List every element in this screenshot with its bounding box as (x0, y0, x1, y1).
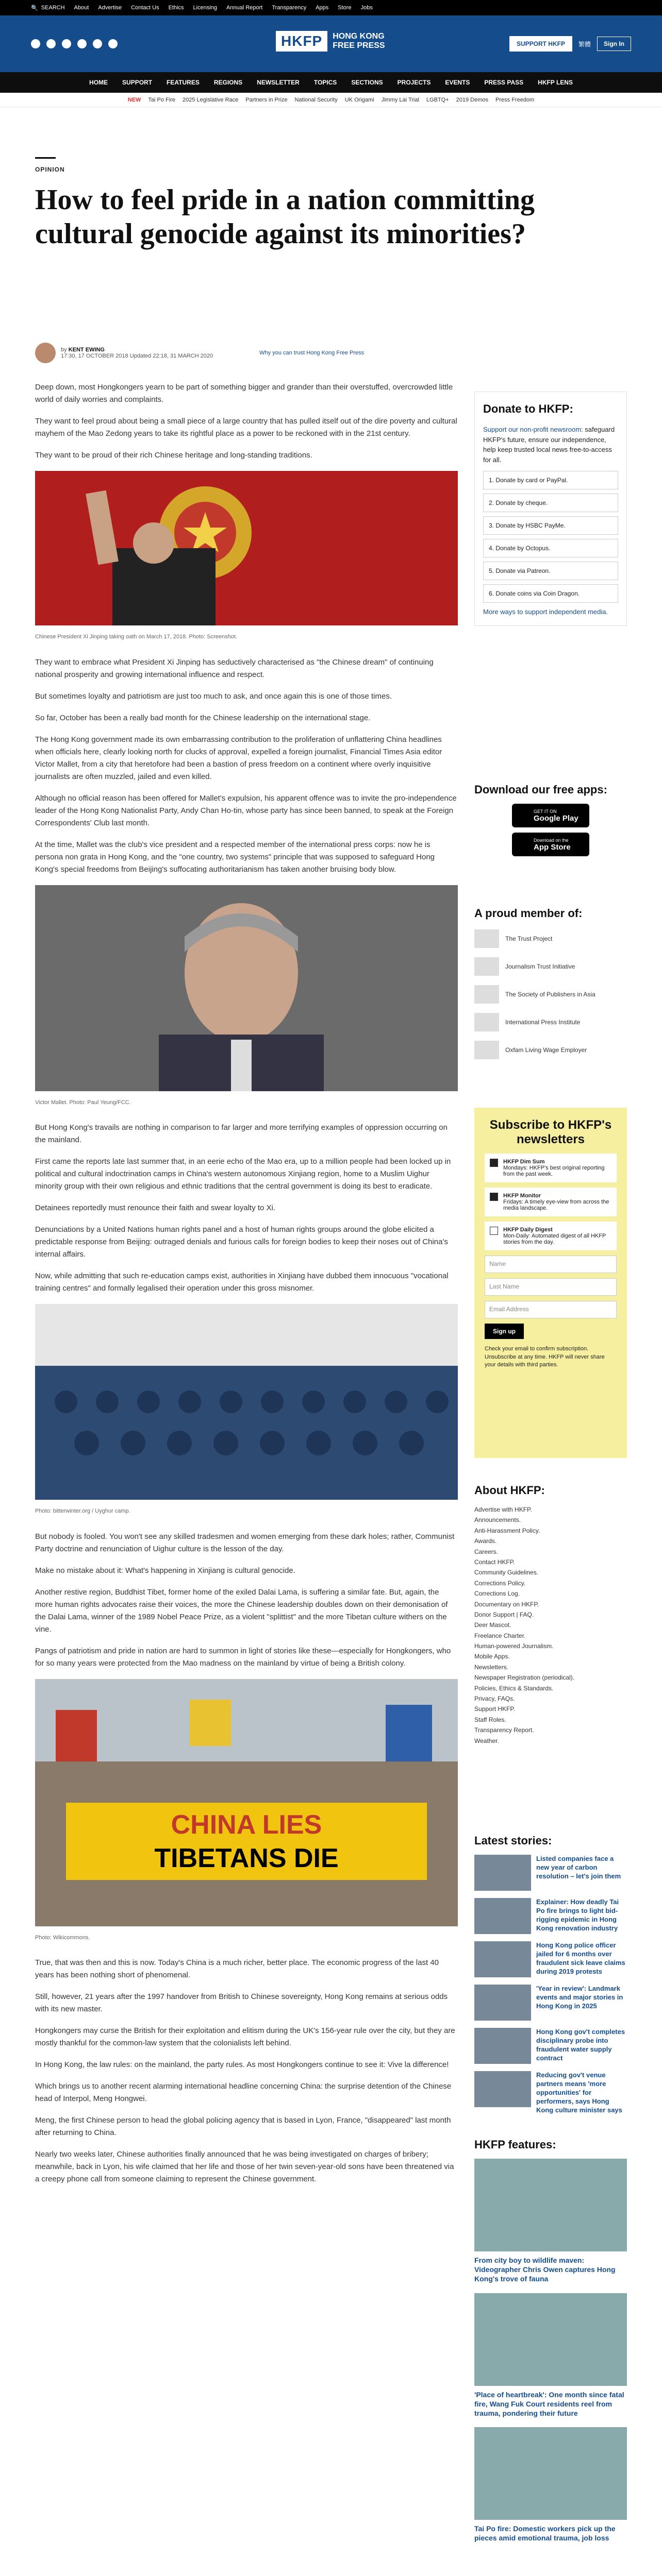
paragraph: Pangs of patriotism and pride in nation are hard to summon in light of stories like these—especially for Hongkongers, who for so many years were protected from the Mao madness on the mainland by virtue of being a British colony. (35, 1646, 451, 1668)
member-logo[interactable]: Oxfam Living Wage Employer (474, 1041, 627, 1059)
latest-story[interactable]: Hong Kong police officer jailed for 6 months over fraudulent sick leave claims during 2019 protests (474, 1941, 627, 1977)
story-thumbnail (474, 2071, 531, 2107)
author-name[interactable]: KENT EWING (68, 347, 105, 353)
story-thumbnail (474, 1985, 531, 2021)
ipi-icon (474, 1013, 499, 1031)
sidebar-features (474, 2138, 627, 2552)
sidebar-about (474, 1484, 627, 1746)
about-link[interactable]: Staff Roles. (474, 1716, 506, 1723)
feature-title[interactable]: Tai Po fire: Domestic workers pick up the pieces amid emotional trauma, job loss (474, 2524, 616, 2543)
member-logo[interactable]: International Press Institute (474, 1013, 627, 1031)
donate-option[interactable]: 4. Donate by Octopus. (483, 539, 618, 557)
newsletter-option[interactable]: HKFP Dim Sum Mondays: HKFP's best original reporting from the past week. (485, 1154, 617, 1182)
topbar-link-transparency[interactable]: Transparency (272, 5, 307, 11)
name-field[interactable]: Name (485, 1256, 617, 1273)
trending-link[interactable]: Partners in Prize (245, 96, 288, 103)
latest-story[interactable]: 'Year in review': Landmark events and major stories in Hong Kong in 2025 (474, 1985, 627, 2021)
feature-title[interactable]: From city boy to wildlife maven: Videographer Chris Owen captures Hong Kong's trove of fauna (474, 2256, 616, 2283)
telegram-icon[interactable] (93, 39, 102, 48)
donate-option[interactable]: 2. Donate by cheque. (483, 494, 618, 512)
xi-jinping-photo (35, 471, 458, 625)
paragraph: They want to feel proud about being a small piece of a large country that has pulled itself out of the dire poverty and cultural mayhem of the Mao Zedong years to take its rightful place as a power to be reckoned with in the 21st century. (35, 417, 457, 438)
trending-link[interactable]: National Security (294, 96, 338, 103)
story-thumbnail (474, 1898, 531, 1934)
topbar-link-about[interactable]: About (74, 5, 89, 11)
main-nav (0, 72, 662, 93)
about-link[interactable]: Newspaper Registration (periodical). (474, 1674, 575, 1682)
paragraph: Now, while admitting that such re-education camps exist, authorities in Xinjiang have dubbed them innocuous "vocational training centres" and formally legalised their operation under this gross misnomer. (35, 1272, 449, 1293)
photo-caption: Photo: bitterwinter.org / Uyghur camp. (35, 1508, 130, 1515)
donate-option[interactable]: 5. Donate via Patreon. (483, 562, 618, 580)
trending-link[interactable]: Jimmy Lai Trial (381, 96, 419, 103)
paragraph: True, that was then and this is now. Today's China is a much richer, better place. The economic progress of the last 40 years has been nothing short of phenomenal. (35, 1958, 439, 1980)
about-link[interactable]: Mobile Apps. (474, 1653, 510, 1660)
paragraph: But Hong Kong's travails are nothing in comparison to far larger and more terrifying examples of oppression occurring on the mainland. (35, 1123, 448, 1145)
story-thumbnail (474, 2028, 531, 2064)
search-icon: 🔍 (31, 5, 38, 11)
story-thumbnail (474, 1941, 531, 1977)
topbar-link-advertise[interactable]: Advertise (98, 5, 122, 11)
topbar-link-store[interactable]: Store (338, 5, 352, 11)
victor-mallet-photo (35, 885, 458, 1091)
nav-newsletter[interactable]: NEWSLETTER (257, 79, 300, 86)
paragraph: First came the reports late last summer that, in an eerie echo of the Mao era, up to a million people had been locked up in political and cultural indoctrination camps in China's western autonomous Xinjiang region, home to a Muslim Uighur minority group with their own religious and ethnic traditions that the central government is doing its best to eradicate. (35, 1157, 451, 1191)
oxfam-icon (474, 1041, 499, 1059)
paragraph: Which brings us to another recent alarming international headline concerning China: the surprise detention of the Chinese head of Interpol, Meng Hongwei. (35, 2082, 452, 2104)
nav-projects[interactable]: PROJECTS (397, 79, 431, 86)
article-photo-tibet (35, 1679, 458, 1943)
about-link[interactable]: Awards. (474, 1537, 497, 1545)
paragraph: At the time, Mallet was the club's vice president and a respected member of the international press corps: now he is persona non grata in Hong Kong, and the "one country, two systems" principle that was supposed to safeguard Hong Kong's special freedoms from Beijing's suffocating authoritarianism has taken another bruising body blow. (35, 840, 435, 874)
about-link[interactable]: Anti-Harassment Policy. (474, 1527, 540, 1534)
sopa-icon (474, 985, 499, 1004)
about-link[interactable]: Announcements. (474, 1516, 521, 1524)
sidebar-apps (474, 783, 627, 861)
about-link[interactable]: Documentary on HKFP. (474, 1600, 539, 1608)
nav-support[interactable]: SUPPORT (122, 79, 153, 86)
nav-home[interactable]: HOME (89, 79, 108, 86)
about-link[interactable]: Transparency Report. (474, 1726, 534, 1734)
newsletter-option[interactable]: HKFP Daily Digest Mon-Daily: Automated digest of all HKFP stories from the day. (485, 1222, 617, 1250)
about-link[interactable]: Deer Mascot. (474, 1621, 511, 1629)
email-field[interactable]: Email Address (485, 1301, 617, 1318)
checkbox-checked[interactable] (490, 1159, 498, 1167)
logo-line-1: HONG KONG (333, 32, 385, 41)
nav-sections[interactable]: SECTIONS (351, 79, 383, 86)
nav-hkfp-lens[interactable]: HKFP LENS (538, 79, 573, 86)
sidebar-latest (474, 1834, 627, 2122)
paragraph: They want to embrace what President Xi Jinping has seductively characterised as "the Chinese dream" of continuing national prosperity and growing international influence and respect. (35, 657, 434, 679)
topbar-link-licensing[interactable]: Licensing (193, 5, 218, 11)
paragraph: So far, October has been a really bad month for the Chinese leadership on the international stage. (35, 713, 371, 722)
about-link[interactable]: Human-powered Journalism. (474, 1642, 554, 1650)
paragraph: Deep down, most Hongkongers yearn to be part of something bigger and grander than their overstuffed, overcrowded little world of daily worries and complaints. (35, 383, 453, 404)
sidebar-donate (474, 392, 627, 626)
trending-link[interactable]: Press Freedom (495, 96, 535, 103)
about-link[interactable]: Corrections Log. (474, 1590, 520, 1598)
nav-regions[interactable]: REGIONS (213, 79, 243, 86)
trending-link[interactable]: 2019 Demos (456, 96, 489, 103)
paragraph: In Hong Kong, the law rules: on the mainland, the party rules. As most Hongkongers continue to see it: Vive la difference! (35, 2060, 449, 2070)
last-name-field[interactable]: Last Name (485, 1278, 617, 1296)
section-rule (35, 157, 56, 159)
topbar-link-ethics[interactable]: Ethics (168, 5, 184, 11)
app-store-badge[interactable]: Download on the App Store (512, 833, 589, 856)
twitter-icon[interactable] (46, 39, 56, 48)
newsletter-note: Check your email to confirm subscription. Unsubscribe at any time. HKFP will never share your details with third parties. (485, 1346, 605, 1368)
paragraph: But sometimes loyalty and patriotism are just too much to ask, and once again this is one of those times. (35, 691, 392, 701)
newsletter-option[interactable]: HKFP Monitor Fridays: A timely eye-view from across the media landscape. (485, 1188, 617, 1216)
donate-options (483, 471, 618, 603)
about-link[interactable]: Freelance Charter. (474, 1632, 526, 1639)
search-link[interactable]: 🔍 SEARCH (31, 5, 65, 11)
about-links (474, 1504, 627, 1746)
google-play-badge[interactable]: GET IT ON Google Play (512, 804, 589, 827)
topbar-link-jobs[interactable]: Jobs (360, 5, 373, 11)
signin-button[interactable]: Sign In (597, 37, 631, 51)
newsletter-title: Subscribe to HKFP's newsletters (489, 1118, 612, 1146)
tibet-protest-photo (35, 1679, 458, 1926)
features-title: HKFP features: (474, 2138, 556, 2151)
latest-story[interactable]: Explainer: How deadly Tai Po fire brings to light bid-rigging epidemic in Hong Kong renovation industry (474, 1898, 627, 1934)
utility-bar (0, 0, 662, 15)
trending-link[interactable]: Tai Po Fire (148, 96, 176, 103)
logo-mark: HKFP (276, 31, 327, 52)
article-photo-mallet (35, 885, 458, 1108)
logo-line-2: FREE PRESS (333, 41, 385, 50)
author-avatar (35, 343, 56, 363)
instagram-icon[interactable] (62, 39, 71, 48)
donate-more-link[interactable]: More ways to support independent media. (483, 608, 608, 616)
latest-story[interactable]: Hong Kong gov't completes disciplinary probe into fraudulent water supply contract (474, 2028, 627, 2064)
about-link[interactable]: Policies, Ethics & Standards. (474, 1684, 554, 1692)
banner-text: CHINA LIES (171, 1809, 322, 1840)
latest-title: Latest stories: (474, 1834, 552, 1847)
about-link[interactable]: Support HKFP. (474, 1705, 516, 1713)
new-badge: NEW (127, 96, 141, 103)
donate-box: Donate to HKFP: Support our non-profit newsroom: safeguard HKFP's future, ensure our independence, help keep trusted local news free-to-access for all. 1. Donate by card or PayPal. 2. Donate by cheque. 3. Donate by HSBC PayMe. 4. Donate by Octopus. 5. Donate via Patreon. 6. Donate coins via Coin Dragon. More ways to support independent media. (474, 392, 627, 626)
support-button[interactable]: SUPPORT HKFP (509, 36, 572, 52)
paragraph: They want to be proud of their rich Chinese heritage and long-standing traditions. (35, 451, 312, 460)
about-link[interactable]: Newsletters. (474, 1663, 509, 1671)
about-link[interactable]: Donor Support | FAQ. (474, 1611, 534, 1618)
member-logo[interactable]: The Society of Publishers in Asia (474, 985, 627, 1004)
nav-events[interactable]: EVENTS (445, 79, 470, 86)
trust-project-icon (474, 929, 499, 948)
donate-option[interactable]: 6. Donate coins via Coin Dragon. (483, 584, 618, 603)
social-links (31, 39, 118, 48)
latest-story[interactable]: Listed companies face a new year of carbon resolution – let's join them (474, 1855, 627, 1891)
checkbox-checked[interactable] (490, 1193, 498, 1201)
member-logo[interactable]: Journalism Trust Initiative (474, 957, 627, 976)
paragraph: Meng, the first Chinese person to head the global policing agency that is based in Lyon, France, "disappeared" last month after returning to China. (35, 2116, 451, 2138)
photo-caption: Photo: Wikicommons. (35, 1934, 90, 1941)
story-thumbnail (474, 1855, 531, 1891)
byline: by KENT EWING 17:30, 17 OCTOBER 2018 Updated 22:18, 31 MARCH 2020 Why you can trust Hong Kong Free Press (35, 343, 364, 363)
trending-link[interactable]: LGBTQ+ (426, 96, 449, 103)
article-dates: 17:30, 17 OCTOBER 2018 Updated 22:18, 31 MARCH 2020 (61, 353, 213, 359)
donate-option[interactable]: 3. Donate by HSBC PayMe. (483, 516, 618, 535)
paragraph: Nearly two weeks later, Chinese authorities finally announced that he was being investigated on charges of bribery; meanwhile, back in Lyon, his wife claimed that her life and those of her twin seven-year-old sons have been threatened via a creepy phone call from someone claiming to represent the Chinese government. (35, 2150, 454, 2184)
paragraph: Still, however, 21 years after the 1997 handover from British to Chinese sovereignty, Hong Kong remains at serious odds with its new master. (35, 1992, 448, 2014)
sidebar-members (474, 907, 627, 1069)
latest-story[interactable]: Reducing gov't venue partners means 'more opportunities' for performers, says Hong Kong culture minister says (474, 2071, 627, 2114)
feature-image[interactable] (474, 2159, 627, 2251)
article-headline: How to feel pride in a nation committing cultural genocide against its minorities? (35, 184, 535, 250)
youtube-icon[interactable] (77, 39, 87, 48)
photo-caption: Victor Mallet. Photo: Paul Yeung/FCC. (35, 1099, 131, 1106)
article-photo-camp (35, 1304, 458, 1516)
xinjiang-camp-photo (35, 1304, 458, 1500)
about-link[interactable]: Privacy, FAQs. (474, 1695, 515, 1703)
member-logo[interactable]: The Trust Project (474, 929, 627, 948)
paragraph: Make no mistake about it: What's happening in Xinjiang is cultural genocide. (35, 1566, 295, 1575)
paragraph: Although no official reason has been offered for Mallet's expulsion, his apparent offence was to invite the pro-independence leader of the Hong Kong Nationalist Party, Andy Chan Ho-tin, whose party has since been banned, to speak at the Foreign Correspondents' Club last month. (35, 793, 457, 827)
paragraph: Denunciations by a United Nations human rights panel and a host of human rights groups around the globe elicited a predictable response from Beijing: outraged denials and furious calls for foreign bodies to keep their noses out of China's internal affairs. (35, 1225, 448, 1259)
about-link[interactable]: Careers. (474, 1548, 499, 1555)
trending-link[interactable]: 2025 Legislative Race (183, 96, 239, 103)
signup-button[interactable]: Sign up (485, 1324, 524, 1339)
jti-icon (474, 957, 499, 976)
topbar-link-apps[interactable]: Apps (316, 5, 329, 11)
feature-image[interactable] (474, 2293, 627, 2386)
trending-bar (0, 93, 662, 107)
members-title: A proud member of: (474, 907, 583, 920)
svg-text:TIBETANS DIE: TIBETANS DIE (154, 1843, 339, 1873)
about-link[interactable]: Weather. (474, 1737, 499, 1744)
apps-title: Download our free apps: (474, 783, 607, 796)
article-photo-xi (35, 471, 458, 642)
paragraph: Hongkongers may curse the British for their exploitation and elitism during the UK's 156-year rule over the city, but they are mostly thankful for the common-law system that the colonialists left behind. (35, 2026, 455, 2048)
paragraph: Another restive region, Buddhist Tibet, former home of the exiled Dalai Lama, is suffering a similar fate. But, again, the more human rights advocates raise their voices, the more the Chinese leadership doubles down on their demonisation of the Dalai Lama, winner of the 1989 Nobel Peace Prize, as a violent "splittist" and the more Tibetan culture withers on the vine. (35, 1587, 448, 1634)
checkbox-unchecked[interactable] (490, 1227, 498, 1235)
paragraph: The Hong Kong government made its own embarrassing contribution to the proliferation of unflattering China headlines when officials here, clearly looking north for clucks of approval, expelled a foreign journalist, Financial Times Asia editor Victor Mallet, from a city that heretofore had been a bastion of press freedom on a continent where overly inquisitive journalists are often muzzled, jailed and even killed. (35, 735, 442, 781)
article-body (35, 381, 458, 2195)
photo-caption: Chinese President Xi Jinping taking oath on March 17, 2018. Photo: Screenshot. (35, 634, 237, 640)
paragraph: Detainees reportedly must renounce their faith and swear loyalty to Xi. (35, 1204, 276, 1213)
topbar-link-annual-report[interactable]: Annual Report (226, 5, 263, 11)
paragraph: But nobody is fooled. You won't see any skilled tradesmen and women emerging from these dark holes; rather, Communist Party doctrine and renunciation of Uighur culture is the lesson of the day. (35, 1532, 455, 1553)
about-link[interactable]: Advertise with HKFP. (474, 1506, 532, 1513)
feature-title[interactable]: 'Place of heartbreak': One month since fatal fire, Wang Fuk Court residents reel from trauma, pondering their future (474, 2390, 624, 2417)
facebook-icon[interactable] (31, 39, 40, 48)
feature-image[interactable] (474, 2427, 627, 2520)
trust-link[interactable]: Why you can trust Hong Kong Free Press (259, 350, 365, 356)
nav-features[interactable]: FEATURES (167, 79, 200, 86)
nav-press-pass[interactable]: PRESS PASS (484, 79, 524, 86)
about-link[interactable]: Corrections Policy. (474, 1579, 526, 1587)
section-label[interactable]: OPINION (35, 166, 65, 173)
newsletter-box (474, 1108, 627, 1458)
site-header (0, 15, 662, 72)
about-title: About HKFP: (474, 1484, 545, 1497)
nav-topics[interactable]: TOPICS (313, 79, 337, 86)
donate-intro-link[interactable]: Support our non-profit newsroom (483, 426, 582, 433)
email-icon[interactable] (108, 39, 118, 48)
about-link[interactable]: Community Guidelines. (474, 1569, 539, 1577)
about-link[interactable]: Contact HKFP. (474, 1558, 515, 1566)
trending-link[interactable]: UK Origami (344, 96, 374, 103)
site-logo[interactable] (276, 31, 385, 52)
language-toggle[interactable]: 繁體 (578, 40, 591, 48)
topbar-link-contact[interactable]: Contact Us (131, 5, 159, 11)
donate-option[interactable]: 1. Donate by card or PayPal. (483, 471, 618, 489)
donate-title: Donate to HKFP: (483, 402, 573, 415)
